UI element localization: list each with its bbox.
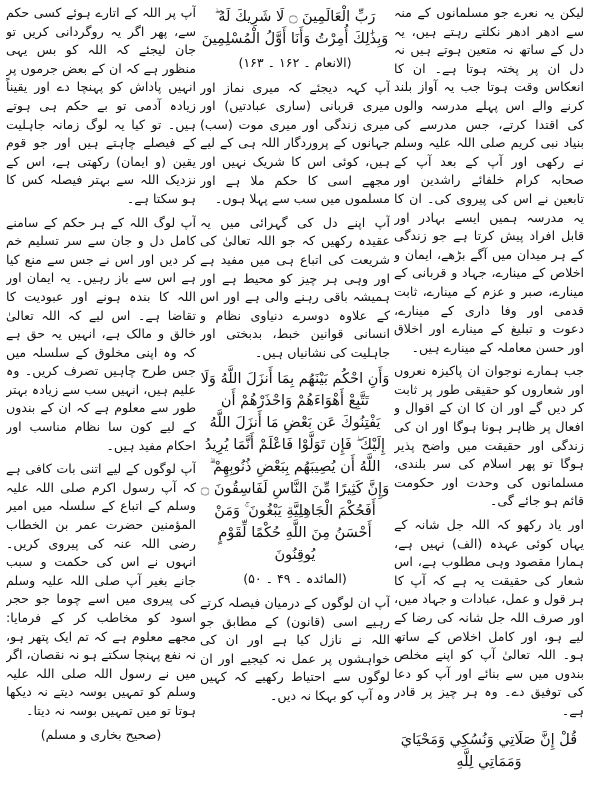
middle-paragraph-3: آپ ان لوگوں کے درمیان فیصلہ کرتے رہیے اسی (قانون) کے مطابق جو اللہ نے نازل کیا ہے اور ان کی خواہشوں پر عمل نہ کیجیے اور ان لوگوں سے احتیاط رکھیے کہ کہیں وہ آپ کو بہکا نہ دیں۔: [200, 595, 390, 704]
middle-paragraph-2: آپ اپنے دل کی گہرائی میں یہ عقیدہ رکھیں کہ جو اللہ تعالیٰ کی شریعت کی اتباع ہی میں مفید ہے اور وہی ہر چیز کو محیط ہے اور ہمیشہ باقی رہنے والی ہے اور اس کے علاوہ دوسرے دنیاوی نظام و انسانی قوانین خبط، بدبختی اور جاہلیت کی نشانیاں ہیں۔: [200, 214, 390, 360]
right-paragraph-3: اور یاد رکھو کہ اللہ جل شانہ کے یہاں کوئی عہدہ (الف) نہیں ہے، ہمارا مقصود وہی مطلوب ہے، اس شعار کی حقیقت یہ ہے کہ آپ کا ہر قول و عمل، عبادات و جہاد میں، اور صرف اللہ جل شانہ کی رضا کے لیے ہو، اور کامل اخلاص کے ساتھ ہو۔ اللہ تعالیٰ آپ کو اپنے مخلص بندوں میں سے بنائے اور آپ کو دعا کی توفیق دے۔ وہ ہر چیز پر قادر ہے۔: [394, 517, 584, 718]
quran-verse-maidah: وَأَنِ احْكُم بَيْنَهُم بِمَا أَنزَلَ اللَّهُ وَلَا تَتَّبِعْ أَهْوَاءَهُمْ وَاحْذَرْهُمْ أَن يَفْتِنُوكَ عَن بَعْضِ مَا أَنزَلَ اللَّهُ إِلَيْكَ ۖ فَإِن تَوَلَّوْا فَاعْلَمْ أَنَّمَا يُرِيدُ اللَّهُ أَن يُصِيبَهُم بِبَعْضِ ذُنُوبِهِمْ ۗ وَإِنَّ كَثِيرًا مِّنَ النَّاسِ لَفَاسِقُونَ ۝ أَفَحُكْمَ الْجَاهِلِيَّةِ يَبْغُونَ ۚ وَمَنْ أَحْسَنُ مِنَ اللَّهِ حُكْمًا لِّقَوْمٍ يُوقِنُونَ: [200, 370, 390, 563]
verse-reference-anam: (الانعام ۔ ۱۶۲ ۔ ۱۶۳): [238, 55, 352, 70]
left-column: [6, 4, 196, 786]
left-paragraph-2: آپ لوگ اللہ کے ہر حکم کے سامنے کامل دل و جان سے سر تسلیم خم کر دیں اور اس نے جس سے منع کیا ہے اس سے باز رہیں۔ یہ ایمان اور اللہ کا بندہ ہونے اور عبودیت کا تقاضا ہے۔ اس لیے کہ اللہ تعالیٰ خالق و مالک ہے، انہیں یہ حق ہے کہ وہ اپنی مخلوق کے سلسلہ میں جس طرح چاہیں تصرف کریں۔ وہ علیم ہیں، انہیں سب سے زیادہ بہتر طور سے معلوم ہے کہ ان کے بندوں کے لیے کون سا نظام مناسب اور احکام مفید ہیں۔: [6, 214, 196, 453]
hadith-reference: (صحیح بخاری و مسلم): [40, 726, 162, 742]
closing-verse: قُلْ إِنَّ صَلَاتِي وَنُسُكِي وَمَحْيَايَ وَمَمَاتِي لِلَّهِ: [400, 731, 578, 770]
left-paragraph-3: آپ لوگوں کے لیے اتنی بات کافی ہے کہ آپ رسول اکرم صلی اللہ علیہ وسلم کے اتباع کے سلسلہ میں امیر المؤمنین حضرت عمر بن الخطاب رضی اللہ عنہ کی پیروی کریں۔ انہوں نے اس کی حکمت و سبب جانے بغیر آپ صلی اللہ علیہ وسلم کی پیروی میں اسے چوما جو حجر اسود کو مخاطب کر کے فرمایا: مجھے معلوم ہے کہ تم ایک پتھر ہو، نہ نفع پہنچا سکتے ہو نہ نقصان، اگر میں نے رسول اللہ صلی اللہ علیہ وسلم کو تمہیں بوسہ دیتے نہ دیکھا ہوتا تو میں تمہیں بوسہ نہ دیتا۔: [6, 461, 196, 718]
middle-column: [200, 4, 390, 786]
right-column: [394, 4, 584, 786]
left-paragraph-1: آپ پر اللہ کے اتارے ہوئے کسی حکم سے، پھر اگر یہ روگردانی کریں تو جان لیجئے کہ اللہ کو بس یہی منظور ہے کہ ان کے بعض جرموں پر انہیں پاداش کو پہنچا دے اور یقیناً زیادہ آدمی تو بے حکم ہی ہوتے ہیں۔ تو کیا یہ لوگ زمانہ جاہلیت کے فیصلے چاہتے ہیں اور جو قوم یقین (و ایمان) رکھتی ہے، اس کے نزدیک اللہ سے بہتر فیصلہ کس کا ہو سکتا ہے۔: [6, 5, 196, 206]
right-paragraph-2: جب ہمارے نوجوان ان پاکیزہ نعروں اور شعاروں کو حقیقی طور پر ثابت کر دیں گے اور ان کا ان کے اقوال و افعال پر ظاہر ہونا ہوگا اور ان کی زندگی اور حقیقت میں واضح پذیر ہوگا تو پھر اسلام کی سر بلندی، مسلمانوں کی وحدت اور حکومت قائم ہو جائے گی۔: [394, 363, 584, 509]
quran-verse-anam: رَبِّ الْعَالَمِينَ ۝ لَا شَرِيكَ لَهُ ۖ وَبِذَٰلِكَ أُمِرْتُ وَأَنَا أَوَّلُ الْمُسْلِمِينَ: [201, 9, 389, 47]
middle-paragraph-1: آپ کہہ دیجئے کہ میری نماز اور میری قربانی (ساری عبادتیں) اور میری زندگی اور میری موت (سب) جہانوں کے پروردگار اللہ ہی کے لیے ہیں، کوئی اس کا شریک نہیں اور مجھے اسی کا حکم ملا ہے اور مسلموں میں سب سے پہلا ہوں۔: [200, 79, 390, 207]
right-paragraph-1: لیکن یہ نعرے جو مسلمانوں کے منہ سے ادھر ادھر نکلتے رہتے ہیں، یہ دل کے ساتھ نہ متعین ہوتے ہیں نہ دل ان پر پختہ ہوتا ہے۔ ان کا انعکاس وقت ہوتا جب یہ آواز بلند کرنے والے اس پہلے مدرسہ والوں کی اقتدا کرتے، جس مدرسے کی بنیاد نبی کریم صلی اللہ علیہ وسلم نے رکھی اور آپ کے بعد آپ کے صحابہ کرام خلفائے راشدین اور تابعین نے اس کی پیروی کی۔ ان کا یہ مدرسہ ہمیں ایسے بہادر اور قابل افراد پیش کرتا ہے جو زندگی کے ہر میدان میں آگے بڑھے، ایمان و اخلاص کے مینارے، جہاد و قربانی کے مینارے، صبر و عزم کے مینارے، ثابت قدمی اور وفا داری کے مینارے، دعوت و تبلیغ کے مینارے اور اخلاق اور حسن معاملہ کے مینارے ہیں۔: [394, 5, 584, 355]
verse-reference-maidah: (المائدہ ۔ ۴۹ ۔ ۵۰): [243, 570, 347, 586]
